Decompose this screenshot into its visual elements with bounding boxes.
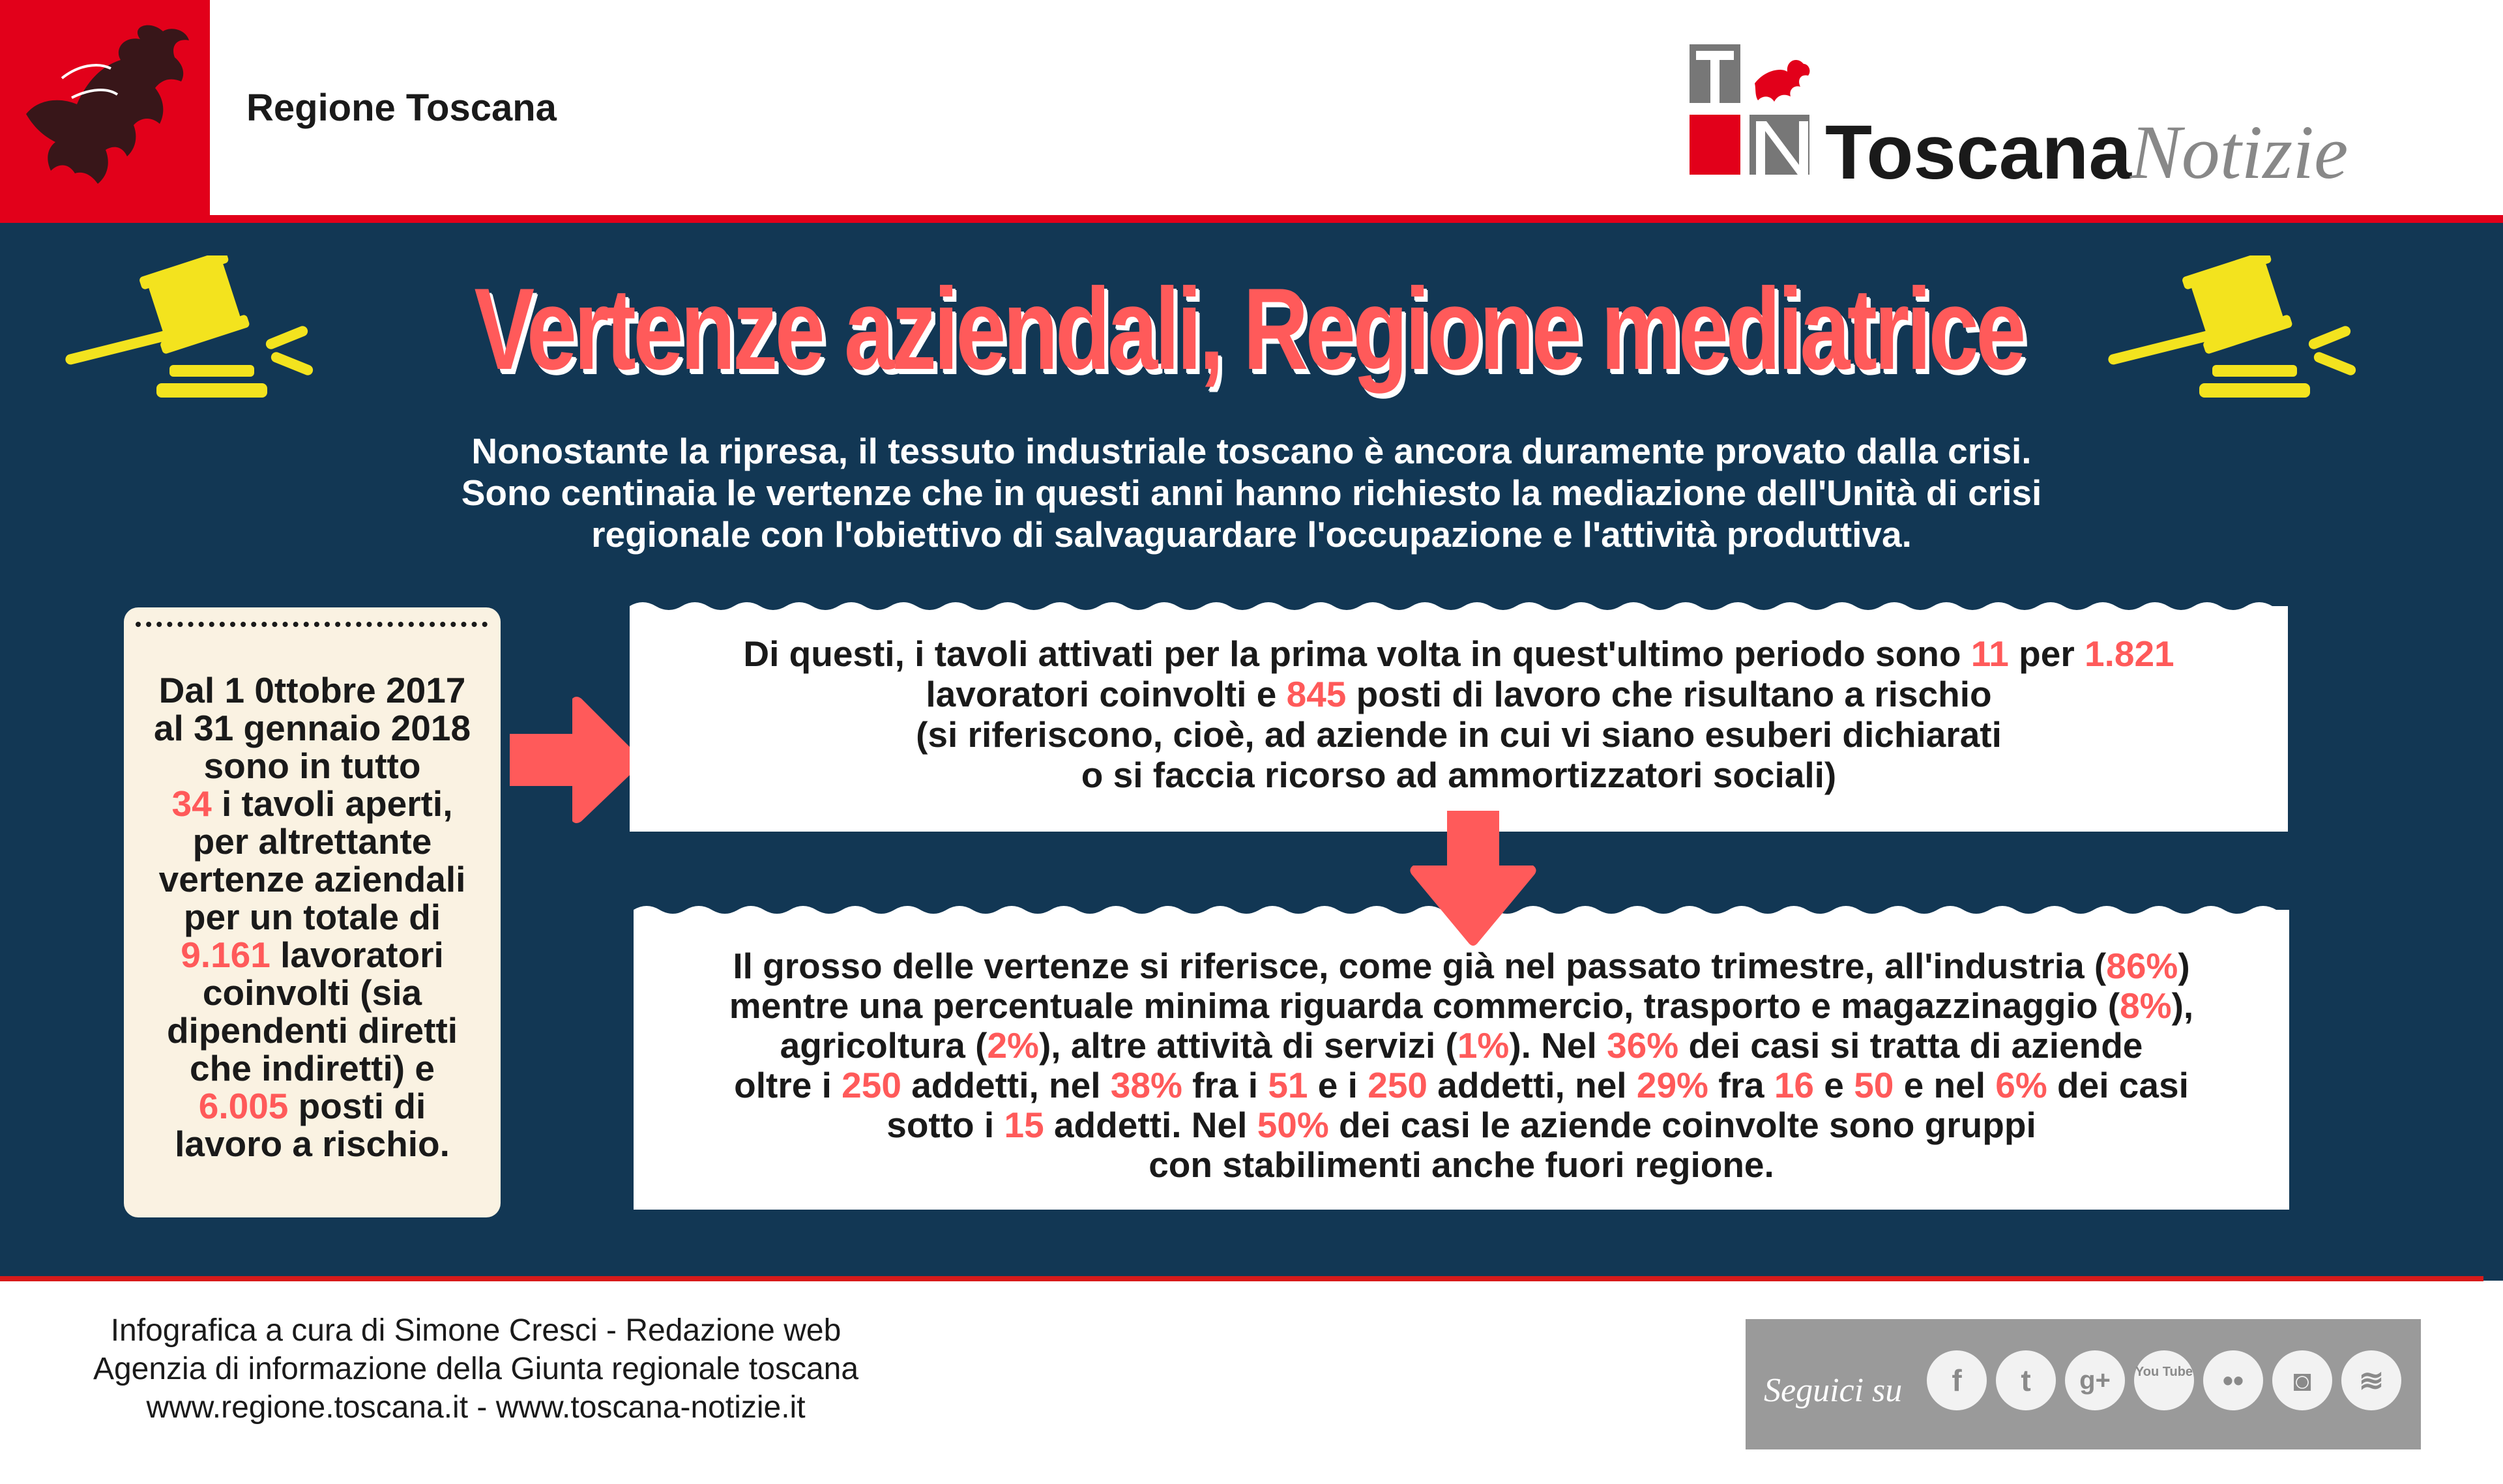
summary-line: sono in tutto — [203, 746, 421, 786]
follow-label: Seguici su — [1764, 1372, 1903, 1409]
summary-line — [124, 1087, 501, 1125]
highlight-number: 11 — [1970, 633, 2009, 674]
summary-line: per altrettante — [192, 821, 432, 862]
toscana-notizie-logo-icon — [1690, 44, 1813, 175]
summary-line: coinvolti (sia — [202, 972, 422, 1013]
social-bar — [1746, 1319, 2421, 1449]
box2-line — [634, 1105, 2289, 1145]
highlight-number: 38% — [1110, 1065, 1182, 1105]
text-fragment: ), — [2171, 985, 2194, 1026]
text-fragment: Di questi, i tavoli attivati per la prima volta in quest'ultimo periodo sono — [743, 633, 1971, 674]
summary-line: lavoro a rischio. — [175, 1124, 450, 1164]
flickr-icon[interactable]: •• — [2203, 1350, 2263, 1410]
text-fragment: ), altre attività di servizi ( — [1038, 1025, 1457, 1066]
arrow-right-icon — [510, 695, 644, 825]
credit-links[interactable]: www.regione.toscana.it - www.toscana-notizie.it — [146, 1390, 806, 1425]
facebook-icon[interactable]: f — [1927, 1350, 1987, 1410]
text-fragment: sotto i — [886, 1105, 1004, 1145]
highlight-number: 86% — [2106, 946, 2178, 986]
summary-text-fragment: i tavoli aperti, — [211, 783, 453, 824]
credits — [59, 1311, 893, 1427]
info-box-2-text — [634, 946, 2289, 1185]
brand-notizie: Notizie — [2130, 109, 2349, 195]
instagram-icon[interactable]: ◙ — [2272, 1350, 2332, 1410]
text-fragment: dei casi si tratta di aziende — [1678, 1025, 2143, 1066]
dotted-border — [136, 622, 488, 627]
box1-line — [630, 674, 2288, 714]
summary-line — [124, 936, 501, 974]
summary-line: per un totale di — [183, 897, 441, 937]
text-fragment: fra i — [1182, 1065, 1268, 1105]
text-fragment: e i — [1308, 1065, 1368, 1105]
box2-line — [634, 946, 2289, 986]
text-fragment: Il grosso delle vertenze si riferisce, come già nel passato trimestre, all'industria ( — [733, 946, 2107, 986]
text-fragment: dei casi le aziende coinvolte sono gruppi — [1328, 1105, 2036, 1145]
highlight-number: 16 — [1774, 1065, 1815, 1105]
highlight-number: 6% — [1995, 1065, 2047, 1105]
text-fragment: agricoltura ( — [780, 1025, 988, 1066]
brand-toscana: Toscana — [1825, 109, 2131, 196]
text-fragment: ) — [2178, 946, 2190, 986]
highlight-number: 29% — [1636, 1065, 1708, 1105]
lavoratori-count: 9.161 — [181, 935, 271, 975]
region-name: Regione Toscana — [246, 87, 557, 129]
box1-line — [630, 633, 2288, 674]
box1-line: (si riferiscono, cioè, ad aziende in cui vi siano esuberi dichiarati — [916, 714, 2002, 755]
text-fragment: dei casi — [2047, 1065, 2189, 1105]
summary-line: vertenze aziendali — [158, 859, 466, 899]
summary-line: che indiretti) e — [190, 1048, 435, 1088]
highlight-number: 51 — [1268, 1065, 1308, 1105]
text-fragment: addetti. Nel — [1044, 1105, 1257, 1145]
text-fragment: posti di lavoro che risultano a rischio — [1346, 674, 1992, 714]
box2-line — [634, 1026, 2289, 1066]
header-divider — [0, 215, 2503, 223]
highlight-number: 1.821 — [2085, 633, 2174, 674]
summary-line — [124, 785, 501, 822]
box2-line — [634, 1066, 2289, 1105]
text-fragment: e — [1814, 1065, 1854, 1105]
text-fragment: addetti, nel — [1427, 1065, 1637, 1105]
text-fragment: oltre i — [734, 1065, 842, 1105]
highlight-number: 8% — [2120, 985, 2172, 1026]
text-fragment: fra — [1708, 1065, 1774, 1105]
highlight-number: 36% — [1607, 1025, 1679, 1066]
intro-paragraph — [313, 430, 2190, 555]
text-fragment: addetti, nel — [901, 1065, 1111, 1105]
intro-line: Nonostante la ripresa, il tessuto industriale toscano è ancora duramente provato dalla crisi. — [471, 431, 2032, 471]
box1-line: o si faccia ricorso ad ammortizzatori sociali) — [1081, 755, 1837, 795]
summary-text-fragment: posti di — [288, 1086, 426, 1126]
regione-toscana-logo[interactable] — [0, 0, 210, 215]
arrow-down-icon — [1408, 811, 1538, 948]
summary-text-fragment: lavoratori — [270, 935, 444, 975]
header — [0, 0, 2503, 215]
googleplus-icon[interactable]: g+ — [2065, 1350, 2125, 1410]
credit-line: Infografica a cura di Simone Cresci - Redazione web — [110, 1313, 842, 1348]
highlight-number: 50% — [1257, 1105, 1329, 1145]
youtube-icon[interactable]: You Tube — [2134, 1350, 2194, 1410]
box2-line: con stabilimenti anche fuori regione. — [1149, 1144, 1774, 1185]
page-title: Vertenze aziendali, Regione mediatrice — [474, 264, 2023, 394]
pegasus-icon — [0, 0, 210, 215]
summary-line: al 31 gennaio 2018 — [153, 708, 471, 748]
highlight-number: 250 — [842, 1065, 901, 1105]
summary-text — [124, 671, 501, 1163]
text-fragment: ). Nel — [1509, 1025, 1607, 1066]
summary-card — [124, 607, 501, 1217]
info-box-1-text — [630, 633, 2288, 795]
credit-line: Agenzia di informazione della Giunta regionale toscana — [93, 1352, 859, 1386]
box2-line — [634, 986, 2289, 1026]
intro-line: regionale con l'obiettivo di salvaguardare l'occupazione e l'attività produttiva. — [591, 514, 1912, 555]
text-fragment: e nel — [1894, 1065, 1996, 1105]
summary-line: Dal 1 0ttobre 2017 — [158, 670, 466, 710]
highlight-number: 50 — [1854, 1065, 1894, 1105]
rss-icon[interactable]: ≋ — [2341, 1350, 2401, 1410]
text-fragment: mentre una percentuale minima riguarda commercio, trasporto e magazzinaggio ( — [729, 985, 2120, 1026]
text-fragment: lavoratori coinvolti e — [926, 674, 1287, 714]
highlight-number: 250 — [1368, 1065, 1427, 1105]
summary-line: dipendenti diretti — [166, 1010, 458, 1051]
posti-count: 6.005 — [198, 1086, 289, 1126]
twitter-icon[interactable]: t — [1996, 1350, 2056, 1410]
highlight-number: 15 — [1004, 1105, 1044, 1145]
intro-line: Sono centinaia le vertenze che in questi anni hanno richiesto la mediazione dell'Unità di crisi — [461, 473, 2042, 513]
highlight-number: 2% — [987, 1025, 1039, 1066]
highlight-number: 1% — [1457, 1025, 1510, 1066]
tavoli-count: 34 — [171, 783, 212, 824]
panel-bottom-divider — [0, 1276, 2483, 1281]
text-fragment: per — [2008, 633, 2085, 674]
highlight-number: 845 — [1286, 674, 1347, 714]
